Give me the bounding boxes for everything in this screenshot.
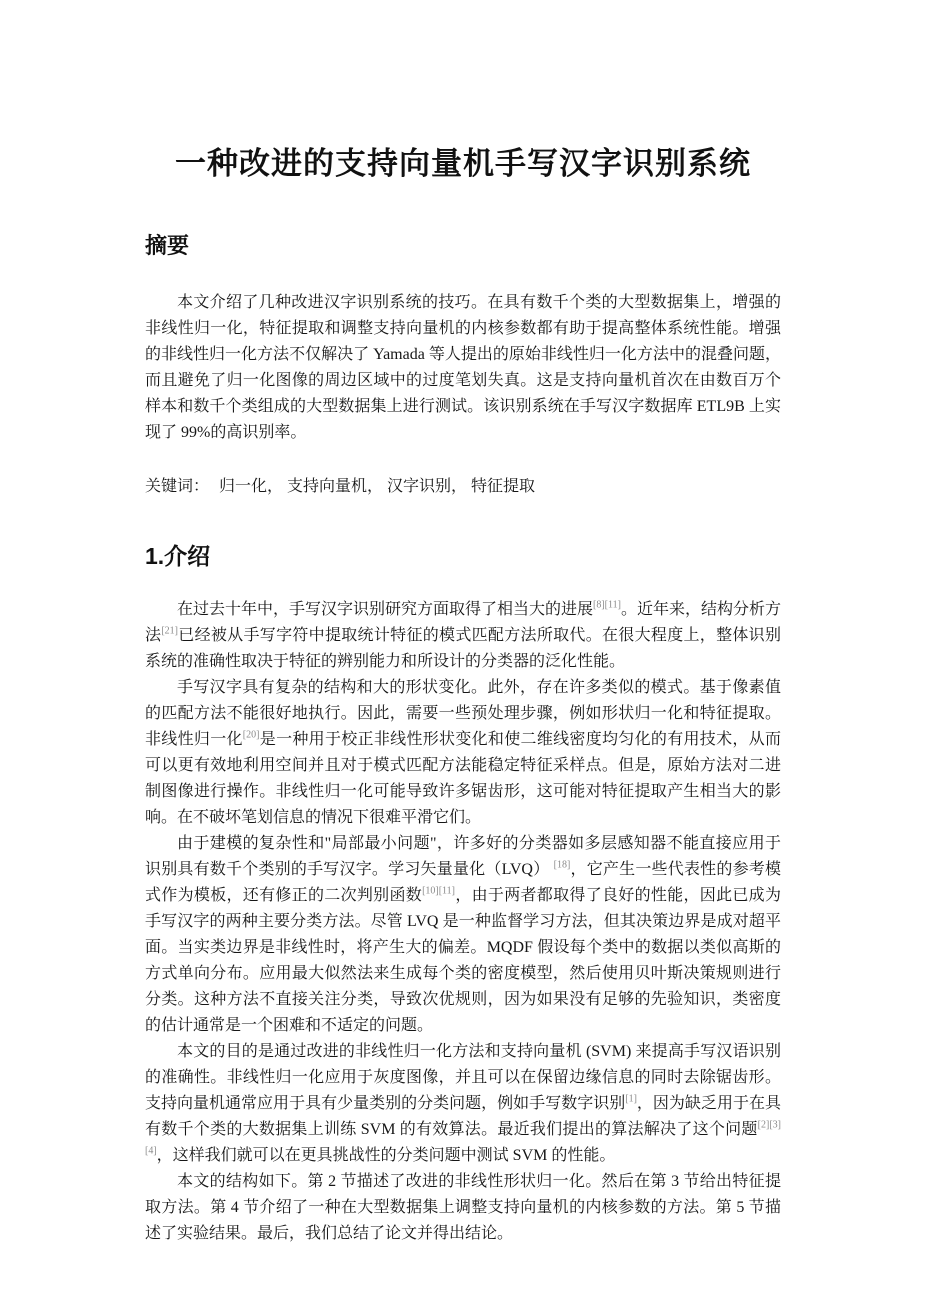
intro-paragraph-1: 在过去十年中，手写汉字识别研究方面取得了相当大的进展[8][11]。近年来，结构分析方法[21]已经被从手写字符中提取统计特征的模式匹配方法所取代。在很大程度上，整体识别系统的准确性取决于特征的辨别能力和所设计的分类器的泛化性能。 — [145, 599, 781, 670]
citation-marker: [20] — [242, 729, 260, 741]
intro-paragraph-2: 手写汉字具有复杂的结构和大的形状变化。此外，存在许多类似的模式。基于像素值的匹配方法不能很好地执行。因此，需要一些预处理步骤，例如形状归一化和特征提取。非线性归一化[20]是一种用于校正非线性形状变化和使二维线密度均匀化的有用技术，从而可以更有效地利用空间并且对于模式匹配方法能稳定特征采样点。但是，原始方法对二进制图像进行操作。非线性归一化可能导致许多锯齿形，这可能对特征提取产生相当大的影响。在不破坏笔划信息的情况下很难平滑它们。 — [145, 679, 781, 826]
citation-marker: [18] — [553, 859, 571, 871]
keywords-label: 关键词： — [145, 478, 210, 495]
abstract-heading: 摘要 — [145, 233, 190, 258]
citation-marker: [21] — [161, 625, 178, 637]
intro-paragraph-4: 本文的目的是通过改进的非线性归一化方法和支持向量机 (SVM) 来提高手写汉语识别的准确性。非线性归一化应用于灰度图像，并且可以在保留边缘信息的同时去除锯齿形。支持向量机通常应用于具有少量类别的分类问题，例如手写数字识别[1]，因为缺乏用于在具有数千个类的大数据集上训练 SVM 的有效算法。最近我们提出的算法解决了这个问题[2][3][4]，这样我们就可以在更具挑战性的分类问题中测试 SVM 的性能。 — [145, 1043, 781, 1164]
citation-marker: [8][11] — [593, 599, 621, 611]
citation-marker: [1] — [625, 1093, 637, 1105]
keywords-line — [145, 474, 781, 500]
abstract-paragraph: 本文介绍了几种改进汉字识别系统的技巧。在具有数千个类的大型数据集上，增强的非线性归一化，特征提取和调整支持向量机的内核参数都有助于提高整体系统性能。增强的非线性归一化方法不仅解决了 Yamada 等人提出的原始非线性归一化方法中的混叠问题，而且避免了归一化图像的周边区域中的过度笔划失真。这是支持向量机首次在由数百万个样本和数千个类组成的大型数据集上进行测试。该识别系统在手写汉字数据库 ETL9B 上实现了 99%的高识别率。 — [145, 294, 781, 441]
paper-title: 一种改进的支持向量机手写汉字识别系统 — [175, 146, 751, 181]
keywords-text: 归一化， 支持向量机， 汉字识别， 特征提取 — [219, 478, 536, 495]
citation-marker: [10][11] — [422, 885, 456, 897]
intro-paragraph-3: 由于建模的复杂性和"局部最小问题"，许多好的分类器如多层感知器不能直接应用于识别具有数千个类别的手写汉字。学习矢量量化（LVQ） [18]，它产生一些代表性的参考模式作为模板，还有修正的二次判别函数[10][11]，由于两者都取得了良好的性能，因此已成为手写汉字的两种主要分类方法。尽管 LVQ 是一种监督学习方法，但其决策边界是成对超平面。当实类边界是非线性时，将产生大的偏差。MQDF 假设每个类中的数据以类似高斯的方式单向分布。应用最大似然法来生成每个类的密度模型，然后使用贝叶斯决策规则进行分类。这种方法不直接关注分类，导致次优规则，因为如果没有足够的先验知识，类密度的估计通常是一个困难和不适定的问题。 — [145, 835, 781, 1034]
citation-marker: [2][3][4] — [145, 1119, 781, 1157]
intro-paragraph-5: 本文的结构如下。第 2 节描述了改进的非线性形状归一化。然后在第 3 节给出特征提取方法。第 4 节介绍了一种在大型数据集上调整支持向量机的内核参数的方法。第 5 节描述了实验结果。最后，我们总结了论文并得出结论。 — [145, 1173, 781, 1242]
section-heading-introduction: 1.介绍 — [145, 543, 211, 569]
